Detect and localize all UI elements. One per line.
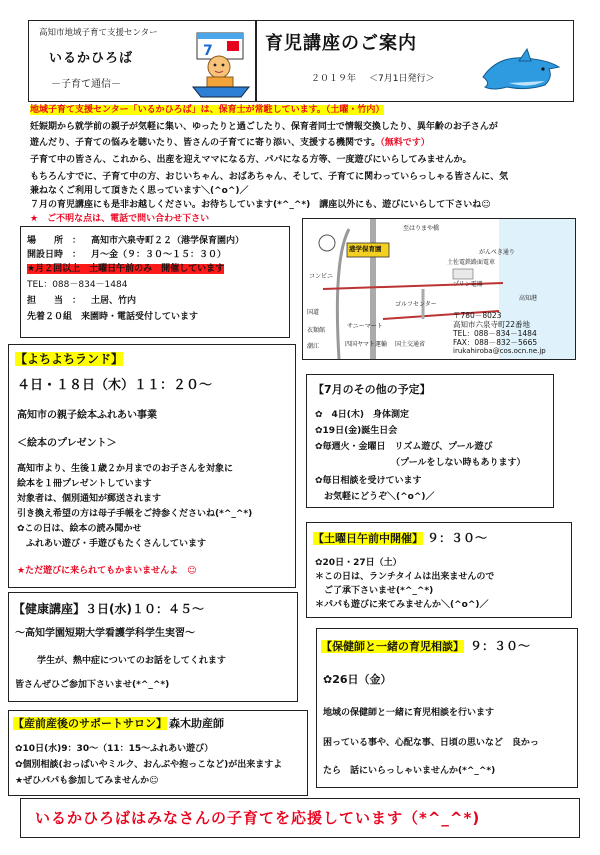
yochiyochi-title: 【よちよちランド】: [15, 352, 124, 366]
health-line-2: 皆さんぜひご参加下さいませ(*^_^*): [15, 680, 170, 690]
nurse-time: ９：３０～: [470, 639, 531, 653]
health-line-1: 学生が、熱中症についてのお話をしてくれます: [37, 656, 226, 666]
intro-line-6: ７月の育児講座にも是非お越しください。お待ちしています(*^_^*) 講座以外にも、遊びにいらして下さいね☺: [30, 200, 491, 210]
intro-line-1: 妊娠期から就学前の親子が気軽に集い、ゆったりと過ごしたり、保育者同士で情報交換したり、異年齢のお子さんが: [30, 122, 498, 132]
other-line-2: ✿19日(金)誕生日会: [315, 426, 398, 436]
first-come-note: 先着２０組 来園時・電話受付しています: [27, 312, 199, 322]
health-title: 【健康講座】３日(水)１０：４５～: [13, 602, 204, 616]
salon-line-3: ★ぜひパパも参加してみませんか☺: [15, 776, 159, 786]
saturday-time: ９：３０～: [427, 531, 488, 545]
saturday-section: [306, 522, 572, 618]
newsletter-subtitle: －子育て通信－: [51, 79, 121, 90]
map-label-purin: プリン電器: [453, 281, 483, 288]
header-title-box: [256, 20, 574, 102]
saturday-line-3: ご了承下さいませ(*^_^*): [315, 586, 434, 596]
nurse-line-3: たら 話にいらっしゃいませんか(*^_^*): [323, 766, 496, 776]
map-tel: TEL：088－834－1484: [453, 329, 537, 338]
dolphin-icon: [479, 47, 563, 97]
yochiyochi-line-2: 絵本を１冊プレゼントしています: [17, 479, 152, 489]
nurse-consult-section: [316, 628, 578, 788]
staff-value: 土居、竹内: [91, 296, 137, 306]
yochiyochi-program: 高知市の親子絵本ふれあい事業: [17, 410, 157, 421]
health-date: ３日(水)１０：４５～: [85, 602, 204, 616]
map-label-nursery: 港学保育園: [349, 245, 382, 253]
saturday-line-1: ✿20日・27日（土）: [315, 558, 402, 568]
other-line-6: お気軽にどうぞ＼(^o^)／: [315, 492, 435, 502]
intro-heading: 地域子育て支援センター「いるかひろば」は、保育士が常駐しています。（土曜・竹内）: [30, 105, 385, 115]
health-school: ～高知学園短期大学看護学科学生実習～: [15, 628, 195, 639]
nurse-date: ✿26日（金）: [323, 673, 392, 686]
map-label-ushioe: 潮江: [307, 343, 320, 350]
map-label-harimaya: 至はりまや橋: [403, 225, 440, 232]
nurse-line-1: 地域の保健師と一緒に育児相談を行います: [323, 708, 495, 718]
other-line-4: （プールをしない時もあります）: [391, 458, 526, 468]
map-label-irui: 衣類館: [307, 327, 326, 334]
access-map: [302, 218, 576, 360]
saturday-title: 【土曜日午前中開催】 ９：３０～: [313, 531, 488, 545]
org-name: 高知市地域子育て支援センター: [39, 28, 158, 38]
map-label-ganpeki: がんぺき通り: [479, 249, 515, 256]
issue-year: ２０１９年: [311, 74, 357, 84]
page-title: 育児講座のご案内: [265, 33, 417, 54]
yochiyochi-line-5: ✿この日は、絵本の読み聞かせ: [17, 524, 142, 534]
other-schedule-section: [306, 374, 554, 508]
map-email: irukahiroba@cos.ocn.ne.jp: [453, 347, 546, 355]
saturday-line-2: ＊この日は、ランチタイムは出来ませんので: [315, 572, 495, 582]
other-line-1: ✿ 4日(木) 身体測定: [315, 410, 410, 420]
center-info-box: [20, 226, 290, 338]
map-address: 高知市六泉寺町22番地: [453, 320, 531, 329]
place-value: 高知市六泉寺町２２（港学保育園内）: [91, 236, 245, 246]
saturday-line-4: ＊パパも遊びに来てみませんか＼(^o^)／: [315, 600, 489, 610]
map-label-golf: ゴルフセンター: [395, 301, 437, 308]
intro-line-2: 遊んだり、子育ての悩みを聴いたり、皆さんの子育てに寄り添い、支援する機関です。（無料です）: [30, 138, 430, 148]
map-label-kokudo: 国道: [307, 309, 320, 316]
intro-line-4: もちろんすでに、子育て中の方、おじいちゃん、おばあちゃん、そして、子育てに関わっていらっしゃる皆さんに、気: [30, 172, 509, 182]
footer-message: いるかひろばはみなさんの子育てを応援しています（*^_^*): [35, 809, 481, 827]
footer-banner: [20, 798, 580, 838]
boat-mascot-illustration: [189, 27, 253, 99]
salon-line-1: ✿10日(水)9：30～（11：15～ふれあい遊び）: [15, 744, 214, 754]
salon-line-2: ✿個別相談(おっぱいやミルク、おんぶや抱っこなど)が出来ますよ: [15, 760, 283, 770]
yochiyochi-date: ４日・１８日（木）１１：２０～: [17, 378, 213, 393]
center-tel: TEL：088－834－1484: [27, 280, 128, 290]
map-label-konbini: コンビニ: [309, 273, 334, 280]
map-label-mlit: 国土交通省: [395, 341, 426, 348]
free-note: （無料です）: [380, 138, 430, 148]
yochiyochi-section: [8, 344, 296, 588]
hours-label: 開設日時 ：: [27, 250, 82, 260]
map-postal: 〒780－8023: [453, 311, 502, 320]
hours-value: 月～金（９：３０～１５：３０）: [91, 250, 227, 260]
map-label-tram: 土佐電鉄路面電車: [447, 259, 496, 266]
intro-line-3: 子育て中の皆さん、これから、出産を迎えママになる方、パパになる方等、一度遊びにいらしてみませんか。: [30, 155, 472, 165]
other-schedule-title: 【7月のその他の予定】: [313, 383, 431, 396]
other-line-3: ✿毎週火・金曜日 リズム遊び、プール遊び: [315, 442, 493, 452]
salon-instructor: 森木助産師: [169, 717, 224, 730]
map-label-sunnymart: サニーマート: [347, 323, 383, 330]
map-fax: FAX：088－832－5665: [453, 338, 538, 347]
support-salon-section: [8, 710, 308, 796]
center-name: いるかひろば: [49, 51, 134, 66]
header-logo-box: [28, 20, 256, 102]
yochiyochi-present: ＜絵本のプレゼント＞: [17, 438, 117, 449]
map-label-yamato: 四国ヤマト運輸: [345, 341, 388, 348]
saturday-notice: ★月２回以上 土曜日午前のみ 開催しています: [27, 264, 225, 274]
calendar-number: 7: [203, 43, 213, 59]
issue-date: ＜7月1日発行＞: [369, 74, 435, 84]
salon-title: 【産前産後のサポートサロン】 森木助産師: [13, 717, 224, 730]
yochiyochi-note: ★ただ遊びに来られてもかまいませんよ ☺: [17, 566, 197, 576]
map-label-port: 高知港: [519, 295, 538, 302]
nurse-line-2: 困っている事や、心配な事、日頃の思いなど 良かっ: [323, 738, 539, 748]
inquiry-note: ★ ご不明な点は、電話で問い合わせ下さい: [30, 214, 210, 224]
health-lecture-section: [8, 592, 298, 702]
nurse-title: 【保健師と一緒の育児相談】 ９：３０～: [321, 639, 531, 653]
intro-line-5: 兼ねなくご利用して頂きたく思っています＼(^o^)／: [30, 186, 249, 196]
yochiyochi-line-6: ふれあい遊び・手遊びもたくさんしています: [17, 539, 207, 549]
place-label: 場 所 ：: [27, 236, 82, 246]
yochiyochi-line-3: 対象者は、個別通知が郵送されます: [17, 494, 162, 504]
other-line-5: ✿毎日相談を受けています: [315, 476, 422, 486]
staff-label: 担 当 ：: [27, 296, 82, 306]
yochiyochi-line-4: 引き換え希望の方は母子手帳をご持参くださいね(*^_^*): [17, 509, 253, 519]
yochiyochi-line-1: 高知市より、生後１歳２か月までのお子さんを対象に: [17, 464, 234, 474]
